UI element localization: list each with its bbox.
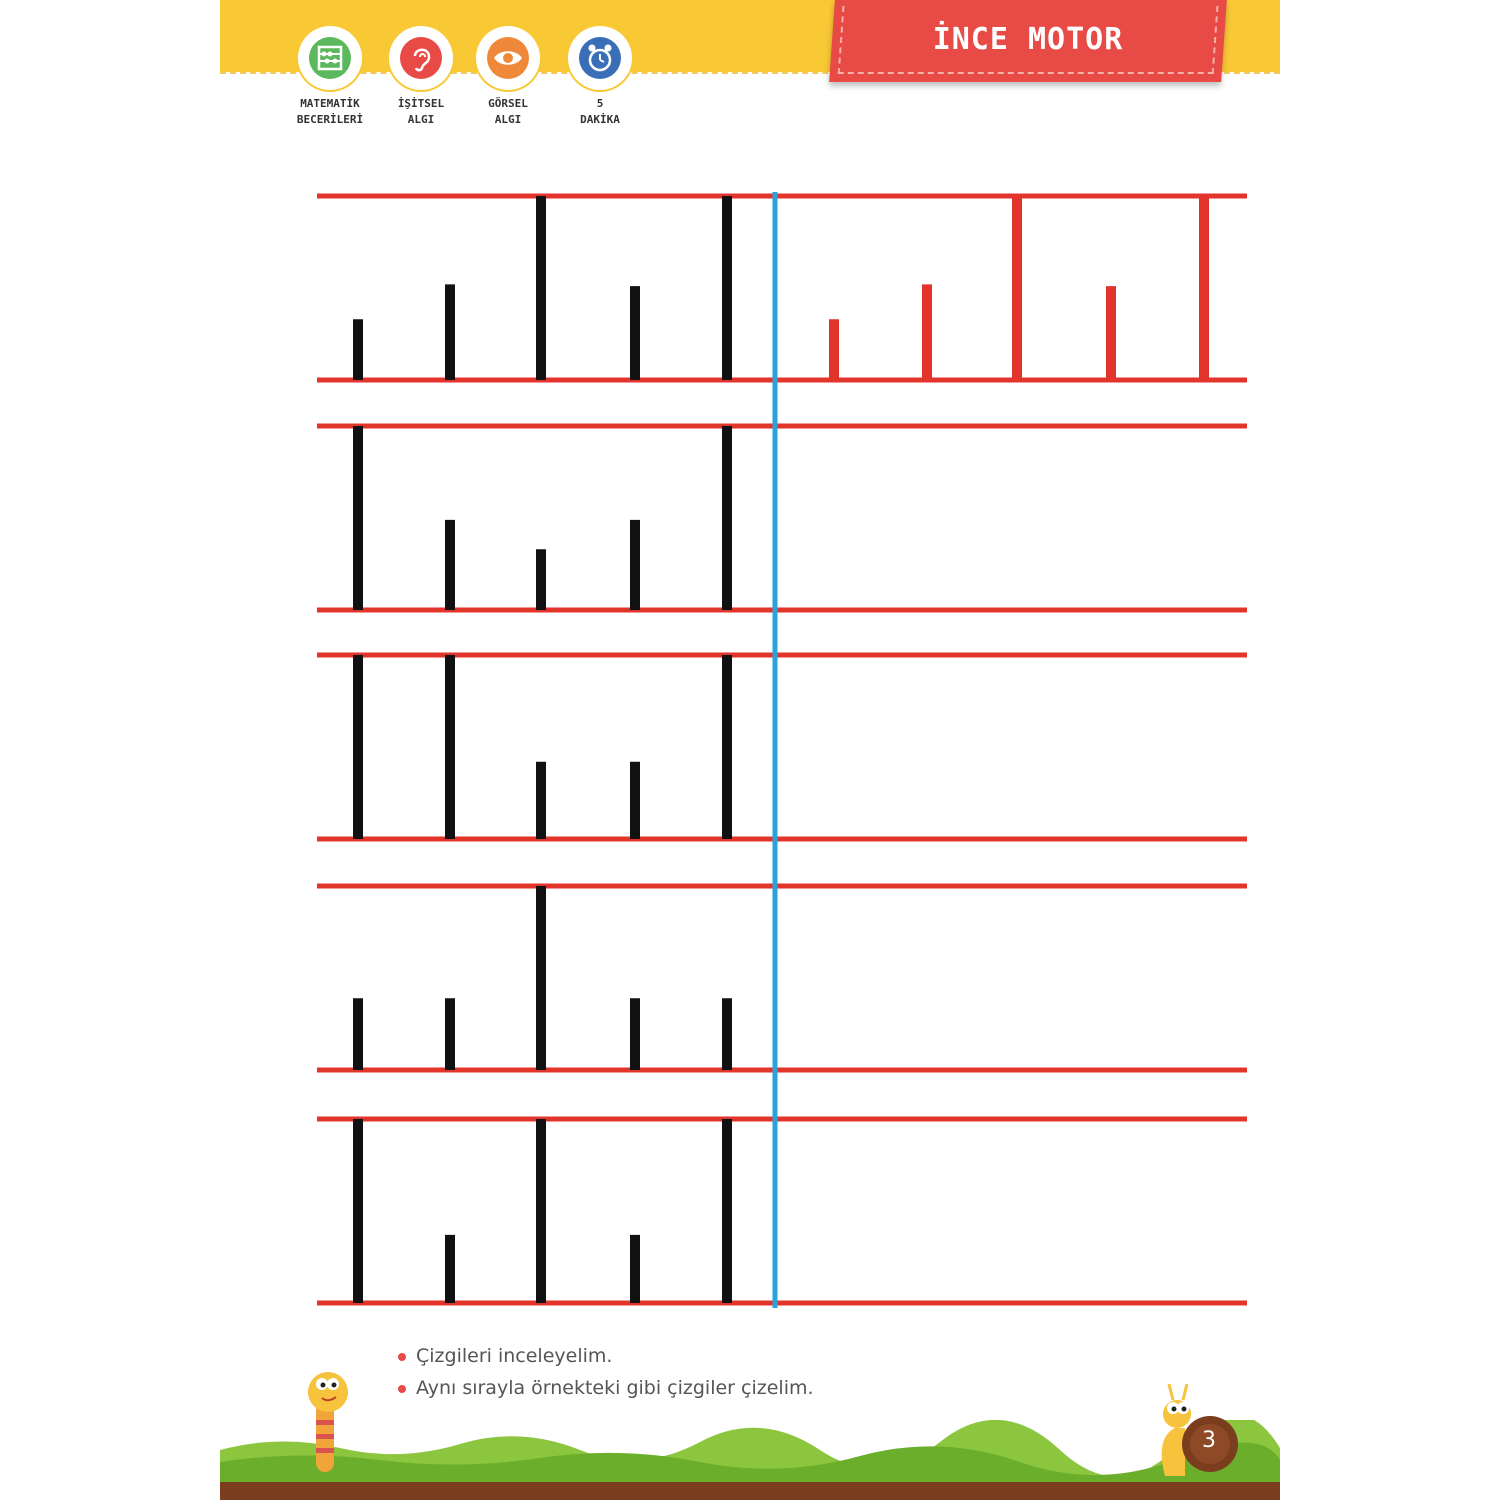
- skill-label: İŞİTSEL ALGI: [397, 97, 445, 126]
- tracing-exercise: [220, 0, 1280, 1330]
- worksheet-page: [220, 0, 1280, 1500]
- page-title: İNCE MOTOR: [932, 22, 1124, 57]
- skill-label: GÖRSEL ALGI: [488, 97, 528, 126]
- worm-character-icon: [300, 1362, 360, 1477]
- grass-ground: [220, 1420, 1280, 1500]
- instructions: [398, 1340, 814, 1404]
- skill-label: 5 DAKİKA: [580, 97, 620, 126]
- instruction-item: Çizgileri inceleyelim.: [398, 1340, 814, 1372]
- skill-label: MATEMATİK BECERİLERİ: [296, 97, 364, 126]
- instruction-item: Aynı sırayla örnekteki gibi çizgiler çizelim.: [398, 1372, 814, 1404]
- page-number: 3: [1202, 1428, 1216, 1453]
